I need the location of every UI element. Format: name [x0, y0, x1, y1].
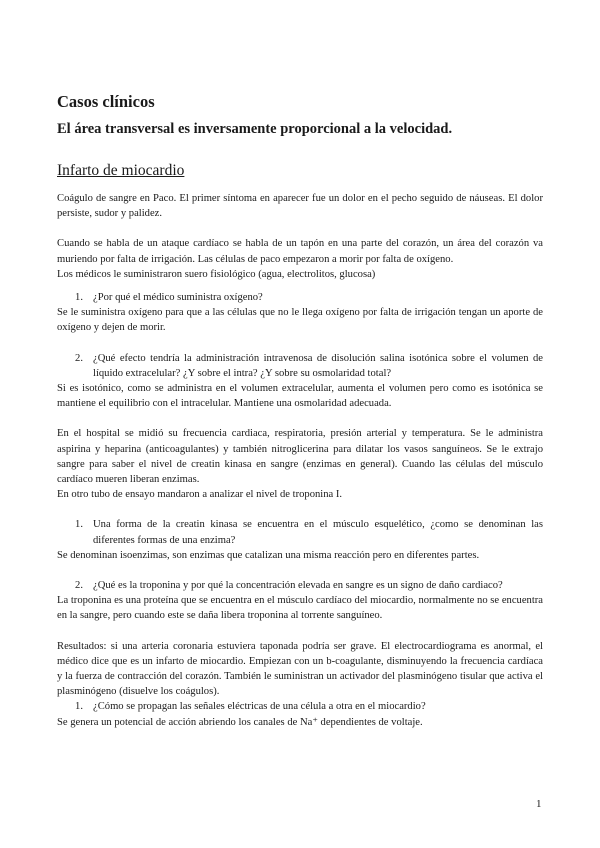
page-content — [57, 92, 543, 730]
question-number: 1. — [75, 701, 83, 713]
document-subtitle: El área transversal es inversamente proporcional a la velocidad. — [57, 121, 453, 137]
paragraph-resultados: Resultados: si una arteria coronaria estuviera taponada podría ser grave. El electrocardiograma es anormal, el médico dice que es un infarto de miocardio. Empiezan con un b-coagulante, disminuyendo la frecuencia cardíaca y la fuerza de contracción del corazón. También le suministran un activador del plasminógeno tisular que activa el plasminógeno (disuelve los coágulos). — [57, 640, 543, 698]
question-number: 1. — [75, 292, 83, 304]
question-list — [57, 290, 543, 305]
paragraph-ataque: Cuando se habla de un ataque cardíaco se habla de un tapón en una parte del corazón, un área del corazón va muriendo por falta de irrigación. Las células de paco empezaron a morir por falta de oxígeno. — [57, 238, 543, 265]
page-number: 1 — [536, 798, 542, 810]
question-number: 2. — [75, 352, 83, 364]
question-list — [57, 351, 543, 381]
question-text: Una forma de la creatin kinasa se encuentra en el músculo esquelético, ¿como se denominan las diferentes formas de una enzima? — [93, 519, 543, 546]
paragraph-troponina: En otro tubo de ensayo mandaron a analizar el nivel de troponina I. — [57, 489, 343, 501]
question-item — [57, 290, 543, 305]
answer-paragraph: Se genera un potencial de acción abriendo los canales de Na⁺ dependientes de voltaje. — [57, 716, 423, 728]
document-title: Casos clínicos — [57, 92, 155, 111]
intro-paragraph: Coágulo de sangre en Paco. El primer síntoma en aparecer fue un dolor en el pecho seguido de náuseas. El dolor persiste, sudor y palidez. — [57, 193, 543, 220]
question-text: ¿Cómo se propagan las señales eléctricas de una célula a otra en el miocardio? — [93, 701, 426, 713]
section-heading: Infarto de miocardio — [57, 162, 185, 179]
question-item — [57, 517, 543, 547]
question-item — [57, 351, 543, 381]
question-item — [57, 578, 543, 593]
question-item — [57, 699, 543, 714]
question-number: 2. — [75, 580, 83, 592]
question-number: 1. — [75, 519, 83, 531]
question-list — [57, 699, 543, 714]
question-text: ¿Qué es la troponina y por qué la concentración elevada en sangre es un signo de daño cardiaco? — [93, 580, 503, 592]
question-text: ¿Por qué el médico suministra oxígeno? — [93, 292, 263, 304]
answer-paragraph: La troponina es una proteína que se encuentra en el músculo cardíaco del miocardio, normalmente no se encuentra en la sangre, pero cuando este se daña libera troponina al torrente sanguíneo. — [57, 595, 543, 622]
question-text: ¿Qué efecto tendría la administración intravenosa de disolución salina isotónica sobre el volumen de líquido extracelular? ¿Y sobre el intra? ¿Y sobre su osmolaridad total? — [93, 352, 543, 379]
question-list — [57, 517, 543, 547]
answer-paragraph: Se denominan isoenzimas, son enzimas que catalizan una misma reacción pero en diferentes partes. — [57, 549, 480, 561]
answer-paragraph: Si es isotónico, como se administra en el volumen extracelular, aumenta el volumen pero como es isotónica se mantiene el equilibrio con el intracelular. Mantiene una osmolaridad adecuada. — [57, 383, 543, 410]
paragraph-hospital: En el hospital se midió su frecuencia cardiaca, respiratoria, presión arterial y temperatura. Se le administra aspirina y heparina (anticoagulantes) y también nitroglicerina para dilatar los vasos sanguíneos. Se le extrajo sangre para saber el nivel de creatin kinasa en sangre (enzimas en general). Cuando las células del músculo cardíaco mueren liberan enzimas. — [57, 428, 543, 486]
paragraph-suero: Los médicos le suministraron suero fisiológico (agua, electrolitos, glucosa) — [57, 268, 376, 280]
question-list — [57, 578, 543, 593]
answer-paragraph: Se le suministra oxígeno para que a las células que no le llega oxígeno por falta de irrigación tengan un aporte de oxígeno y dejen de morir. — [57, 307, 543, 334]
